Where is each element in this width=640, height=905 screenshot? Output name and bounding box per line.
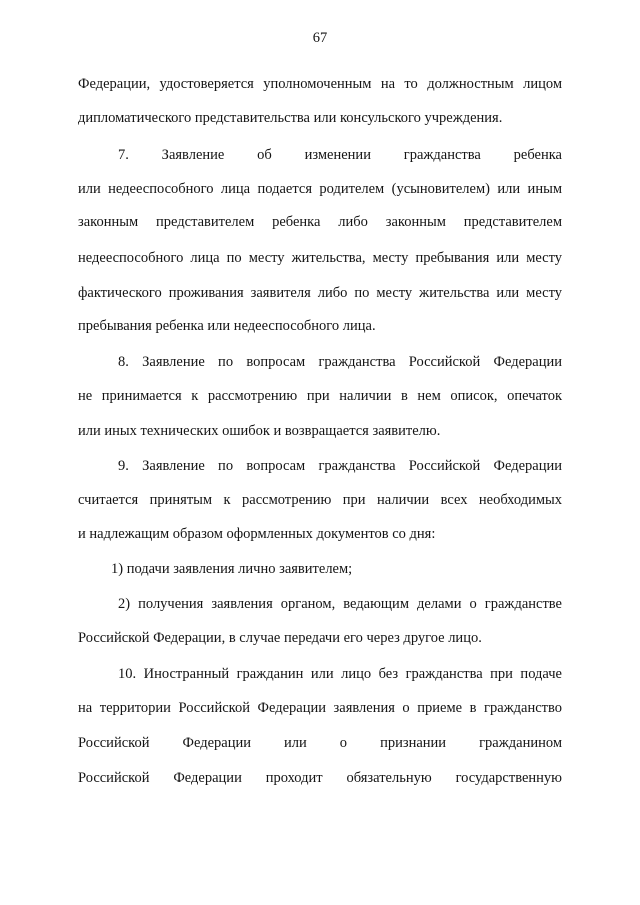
text-line: 7. Заявление об изменении гражданства ребенка <box>118 147 562 163</box>
text-line: Российской Федерации, в случае передачи его через другое лицо. <box>78 630 482 646</box>
text-line: 10. Иностранный гражданин или лицо без гражданства при подаче <box>118 666 562 682</box>
text-line: Федерации, удостоверяется уполномоченным на то должностным лицом <box>78 76 562 92</box>
text-line: не принимается к рассмотрению при наличии в нем описок, опечаток <box>78 388 562 404</box>
text-line: 8. Заявление по вопросам гражданства Российской Федерации <box>118 354 562 370</box>
text-line: законным представителем ребенка либо законным представителем <box>78 214 562 230</box>
text-line: Российской Федерации проходит обязательную государственную <box>78 770 562 786</box>
text-line: фактического проживания заявителя либо по месту жительства или месту <box>78 285 562 301</box>
text-line: 1) подачи заявления лично заявителем; <box>111 561 353 577</box>
text-line: на территории Российской Федерации заявления о приеме в гражданство <box>78 700 562 716</box>
text-line: Российской Федерации или о признании гражданином <box>78 735 562 751</box>
text-line: считается принятым к рассмотрению при наличии всех необходимых <box>78 492 562 508</box>
text-line: 9. Заявление по вопросам гражданства Российской Федерации <box>118 458 562 474</box>
page-number: 67 <box>312 30 328 46</box>
text-line: или иных технических ошибок и возвращается заявителю. <box>78 423 441 439</box>
text-line: 2) получения заявления органом, ведающим делами о гражданстве <box>118 596 562 612</box>
text-line: недееспособного лица по месту жительства, месту пребывания или месту <box>78 250 562 266</box>
text-line: и надлежащим образом оформленных документов со дня: <box>78 526 436 542</box>
text-line: дипломатического представительства или консульского учреждения. <box>78 110 503 126</box>
text-line: пребывания ребенка или недееспособного лица. <box>78 318 376 334</box>
text-line: или недееспособного лица подается родителем (усыновителем) или иным <box>78 181 562 197</box>
